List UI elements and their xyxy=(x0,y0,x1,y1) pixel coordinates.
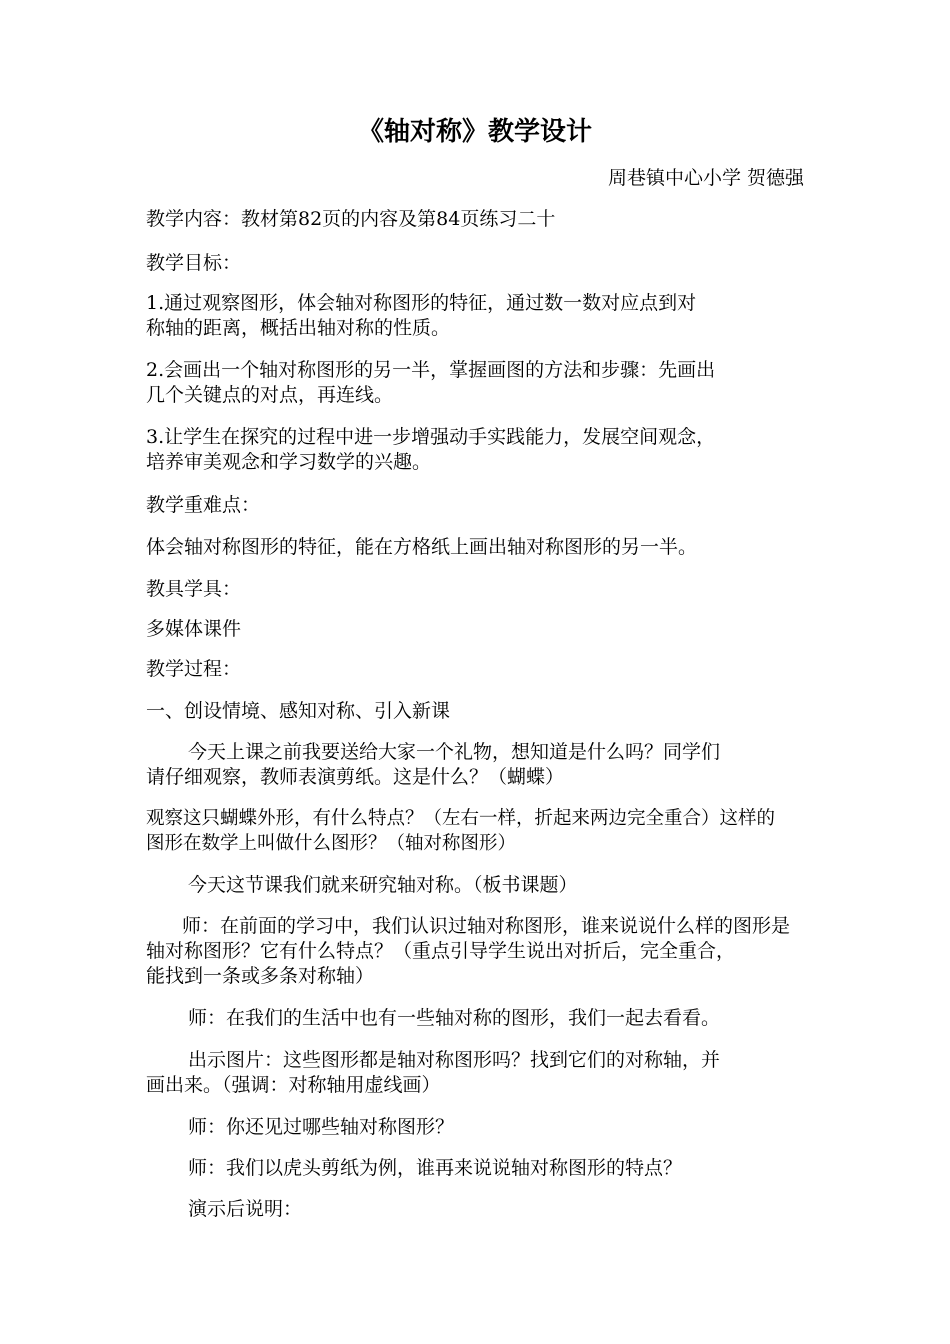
goal-1-line-1: 1.通过观察图形，体会轴对称图形的特征，通过数一数对应点到对 xyxy=(146,292,697,314)
paragraph-6 xyxy=(146,1048,806,1098)
process-heading: 教学过程： xyxy=(146,658,242,680)
key-points-text: 体会轴对称图形的特征，能在方格纸上画出轴对称图形的另一半。 xyxy=(146,536,698,558)
paragraph-4-line-2: 轴对称图形？它有什么特点？（重点引导学生说出对折后，完全重合， xyxy=(146,940,736,962)
author-line: 周巷镇中心小学 贺德强 xyxy=(607,167,804,189)
paragraph-3: 今天这节课我们就来研究轴对称。（板书课题） xyxy=(188,874,578,896)
document-title: 《轴对称》教学设计 xyxy=(357,117,592,147)
paragraph-6-line-2: 画出来。（强调：对称轴用虚线画） xyxy=(146,1074,441,1096)
paragraph-4-line-1: 师：在前面的学习中，我们认识过轴对称图形，谁来说说什么样的图形是 xyxy=(182,915,791,937)
goal-3-line-2: 培养审美观念和学习数学的兴趣。 xyxy=(146,451,432,473)
key-points-heading: 教学重难点： xyxy=(146,494,261,516)
paragraph-1 xyxy=(146,740,806,790)
paragraph-7: 师：你还见过哪些轴对称图形？ xyxy=(188,1116,455,1138)
paragraph-5: 师：在我们的生活中也有一些轴对称的图形，我们一起去看看。 xyxy=(188,1007,721,1029)
goal-1 xyxy=(146,291,806,341)
paragraph-2-line-1: 观察这只蝴蝶外形，有什么特点？（左右一样，折起来两边完全重合）这样的 xyxy=(146,808,776,829)
goals-heading: 教学目标： xyxy=(146,252,242,274)
goal-1-line-2: 称轴的距离，概括出轴对称的性质。 xyxy=(146,317,451,339)
goal-3-line-1: 3.让学生在探究的过程中进一步增强动手实践能力，发展空间观念， xyxy=(146,426,716,448)
goal-2-line-2: 几个关键点的对点，再连线。 xyxy=(146,384,394,406)
paragraph-9: 演示后说明： xyxy=(188,1198,303,1220)
paragraph-8: 师：我们以虎头剪纸为例，谁再来说说轴对称图形的特点？ xyxy=(188,1157,683,1179)
goal-3 xyxy=(146,425,806,475)
tools-heading: 教具学具： xyxy=(146,578,242,600)
paragraph-1-line-1: 今天上课之前我要送给大家一个礼物，想知道是什么吗？同学们 xyxy=(188,741,721,763)
paragraph-4 xyxy=(146,914,806,989)
paragraph-1-line-2: 请仔细观察，教师表演剪纸。这是什么？（蝴蝶） xyxy=(146,766,565,788)
teaching-content: 教学内容：教材第82页的内容及第84页练习二十 xyxy=(146,208,556,230)
paragraph-6-line-1: 出示图片：这些图形都是轴对称图形吗？找到它们的对称轴，并 xyxy=(188,1049,721,1071)
goal-2 xyxy=(146,358,806,408)
paragraph-2 xyxy=(146,806,806,856)
section-1-heading: 一、创设情境、感知对称、引入新课 xyxy=(146,700,451,722)
paragraph-4-line-3: 能找到一条或多条对称轴） xyxy=(146,965,375,987)
goal-2-line-1: 2.会画出一个轴对称图形的另一半，掌握画图的方法和步骤：先画出 xyxy=(146,359,716,381)
paragraph-2-line-2: 图形在数学上叫做什么图形？（轴对称图形） xyxy=(146,833,517,854)
tools-text: 多媒体课件 xyxy=(146,618,242,640)
